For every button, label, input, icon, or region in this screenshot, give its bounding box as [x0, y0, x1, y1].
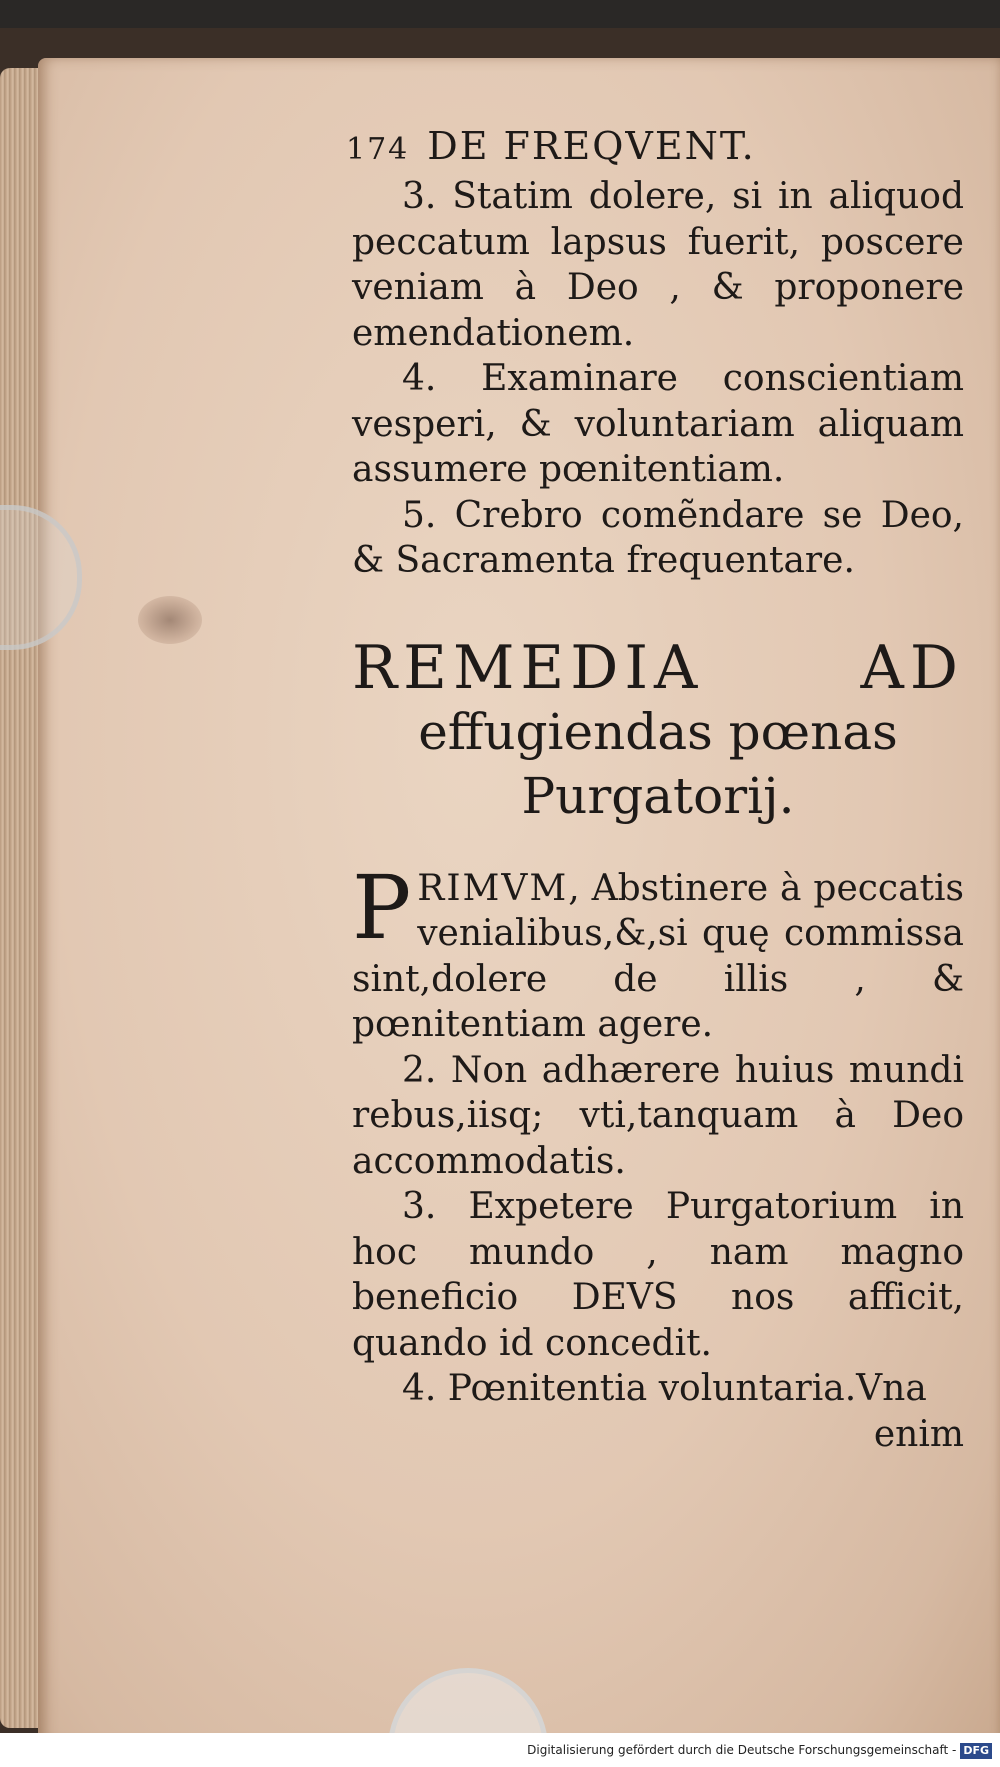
- section-subheading-2: Purgatorij.: [521, 766, 795, 825]
- first-paragraph-text: , Abstinere à peccatis venialibus,&,si quę commissa sint,dolere de illis , & pœnitentiam agere.: [352, 867, 964, 1045]
- footer-credit: Digitalisierung gefördert durch die Deutsche Forschungsgemeinschaft -: [527, 1743, 957, 1757]
- spacer: [352, 828, 964, 866]
- remedy-2: 2. Non adhærere huius mundi rebus,iisq; vti,tanquam à Deo accommodatis.: [352, 1049, 964, 1182]
- remedy-4: 4. Pœnitentia voluntaria.Vna: [402, 1368, 927, 1409]
- paragraph-3: 3. Statim dolere, si in aliquod peccatum lapsus fuerit, poscere veniam à Deo , & proponere emendationem.: [352, 176, 964, 354]
- text-block: [346, 118, 964, 1457]
- dfg-logo: DFG: [960, 1743, 992, 1759]
- section-heading: REMEDIA AD: [352, 632, 964, 703]
- catchword: enim: [873, 1413, 964, 1455]
- digitization-footer: [0, 1733, 1000, 1767]
- page-number: 174: [346, 132, 410, 167]
- paragraph-4: 4. Examinare conscientiam vesperi, & voluntariam aliquam assumere pœnitentiam.: [352, 358, 964, 490]
- running-head: [346, 118, 964, 174]
- first-word: RIMVM: [417, 867, 569, 909]
- running-title: DE FREQVENT.: [427, 124, 756, 168]
- paragraph-5: 5. Crebro comẽndare se Deo, & Sacramenta frequentare.: [352, 494, 964, 581]
- first-paragraph: [352, 855, 964, 1048]
- remedy-3: 3. Expetere Purgatorium in hoc mundo , nam magno beneficio DEVS nos afficit, quando id concedit.: [352, 1186, 964, 1364]
- drop-cap: P: [352, 855, 412, 959]
- ink-stain: [138, 596, 202, 644]
- section-subheading-1: effugiendas pœnas: [418, 702, 898, 761]
